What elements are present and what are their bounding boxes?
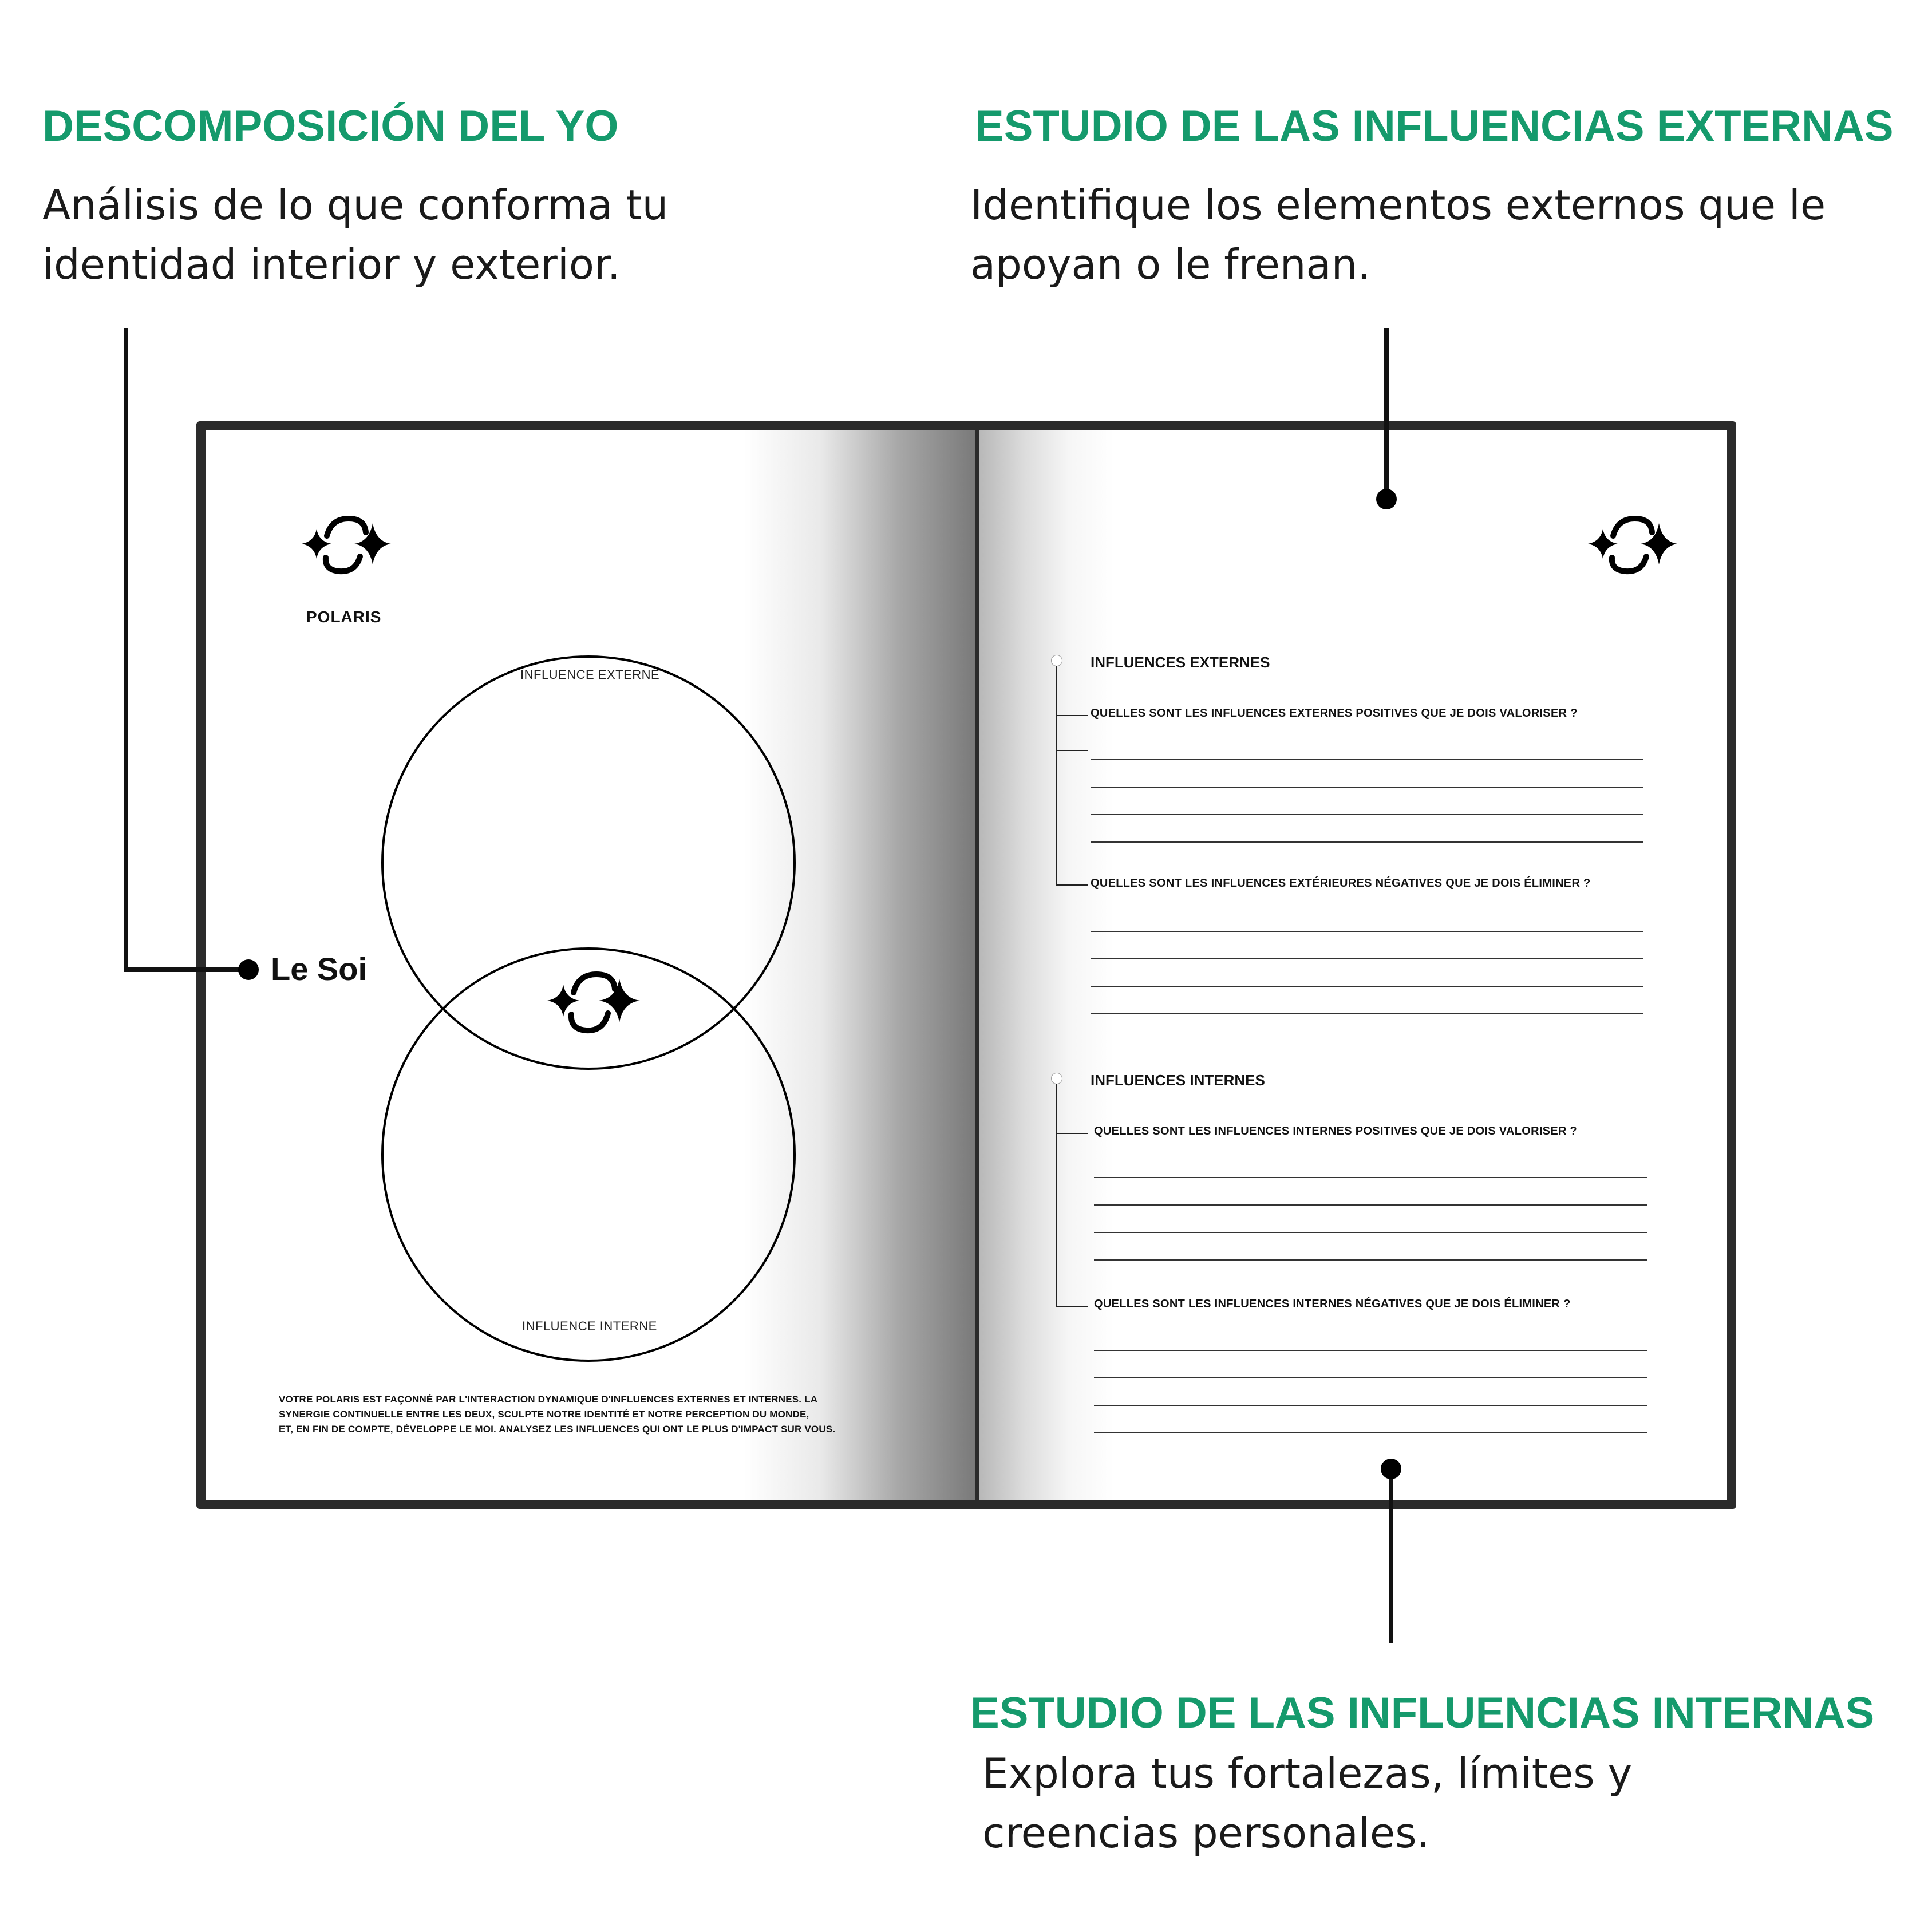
answer-line[interactable] xyxy=(1091,814,1643,815)
tree-line xyxy=(1056,666,1057,751)
answer-line[interactable] xyxy=(1094,1259,1647,1261)
tree-branch xyxy=(1056,715,1088,716)
polaris-logo-icon xyxy=(1578,509,1681,578)
connector-internal-dot xyxy=(1381,1459,1401,1479)
book-spine xyxy=(975,430,979,1500)
connector-external-vertical xyxy=(1384,328,1389,500)
answer-line[interactable] xyxy=(1091,759,1643,760)
venn-bottom-label: INFLUENCE INTERNE xyxy=(522,1319,657,1333)
tree-branch xyxy=(1056,884,1088,886)
right-page xyxy=(979,430,1727,1500)
answer-line[interactable] xyxy=(1094,1204,1647,1206)
footnote-line-1: VOTRE POLARIS EST FAÇONNÉ PAR L'INTERACTION DYNAMIQUE D'INFLUENCES EXTERNES ET INTERNES. LA xyxy=(279,1394,818,1405)
section-bullet-icon xyxy=(1051,655,1062,666)
answer-line[interactable] xyxy=(1091,986,1643,987)
callout-internal-line-2: creencias personales. xyxy=(982,1809,1430,1857)
venn-center-logo-icon xyxy=(547,974,640,1030)
le-soi-label: Le Soi xyxy=(271,951,368,987)
answer-line[interactable] xyxy=(1091,787,1643,788)
section-bullet-icon xyxy=(1051,1073,1062,1084)
open-book xyxy=(196,421,1736,1509)
callout-self-line-2: identidad interior y exterior. xyxy=(42,240,621,289)
footnote-line-2: SYNERGIE CONTINUELLE ENTRE LES DEUX, SCULPTE NOTRE IDENTITÉ ET NOTRE PERCEPTION DU MONDE, xyxy=(279,1409,809,1420)
tree-branch xyxy=(1056,750,1088,751)
question-internal-negative: QUELLES SONT LES INFLUENCES INTERNES NÉGATIVES QUE JE DOIS ÉLIMINER ? xyxy=(1094,1298,1571,1310)
tree-branch xyxy=(1056,1306,1088,1307)
callout-self-title: DESCOMPOSICIÓN DEL YO xyxy=(42,102,619,151)
answer-line[interactable] xyxy=(1091,1013,1643,1014)
connector-external-dot xyxy=(1376,489,1397,509)
callout-internal-title: ESTUDIO DE LAS INFLUENCIAS INTERNAS xyxy=(970,1689,1875,1737)
callout-self-line-1: Análisis de lo que conforma tu xyxy=(42,181,669,229)
connector-internal-vertical xyxy=(1389,1471,1393,1643)
answer-line[interactable] xyxy=(1091,931,1643,932)
brand-name: POLARIS xyxy=(306,608,382,626)
answer-line[interactable] xyxy=(1091,958,1643,959)
callout-self-description xyxy=(42,175,668,294)
callout-external-line-2: apoyan o le frenan. xyxy=(970,240,1371,289)
venn-top-label: INFLUENCE EXTERNE xyxy=(520,667,660,682)
section-title-internal: INFLUENCES INTERNES xyxy=(1091,1072,1265,1089)
callout-external-title: ESTUDIO DE LAS INFLUENCIAS EXTERNAS xyxy=(975,102,1894,151)
connector-self-dot xyxy=(238,959,259,980)
answer-line[interactable] xyxy=(1094,1232,1647,1233)
callout-internal-line-1: Explora tus fortalezas, límites y xyxy=(982,1749,1633,1797)
tree-line xyxy=(1056,1084,1057,1307)
answer-line[interactable] xyxy=(1094,1405,1647,1406)
answer-line[interactable] xyxy=(1094,1350,1647,1351)
section-title-external: INFLUENCES EXTERNES xyxy=(1091,654,1270,671)
callout-internal-description xyxy=(982,1744,1632,1863)
callout-external-description xyxy=(970,175,1826,294)
answer-line[interactable] xyxy=(1091,841,1643,843)
tree-line xyxy=(1056,750,1057,886)
answer-line[interactable] xyxy=(1094,1432,1647,1433)
question-external-negative: QUELLES SONT LES INFLUENCES EXTÉRIEURES NÉGATIVES QUE JE DOIS ÉLIMINER ? xyxy=(1091,877,1591,890)
answer-line[interactable] xyxy=(1094,1377,1647,1378)
question-internal-positive: QUELLES SONT LES INFLUENCES INTERNES POSITIVES QUE JE DOIS VALORISER ? xyxy=(1094,1125,1578,1137)
connector-self-vertical xyxy=(124,328,128,972)
tree-branch xyxy=(1056,1133,1088,1134)
answer-line[interactable] xyxy=(1094,1177,1647,1178)
question-external-positive: QUELLES SONT LES INFLUENCES EXTERNES POSITIVES QUE JE DOIS VALORISER ? xyxy=(1091,707,1578,720)
footnote-line-3: ET, EN FIN DE COMPTE, DÉVELOPPE LE MOI. ANALYSEZ LES INFLUENCES QUI ONT LE PLUS D'IMPACT SUR VOUS. xyxy=(279,1424,836,1435)
left-page-footnote xyxy=(279,1392,920,1437)
connector-self-horizontal xyxy=(124,967,250,972)
callout-external-line-1: Identifique los elementos externos que le xyxy=(970,181,1826,229)
